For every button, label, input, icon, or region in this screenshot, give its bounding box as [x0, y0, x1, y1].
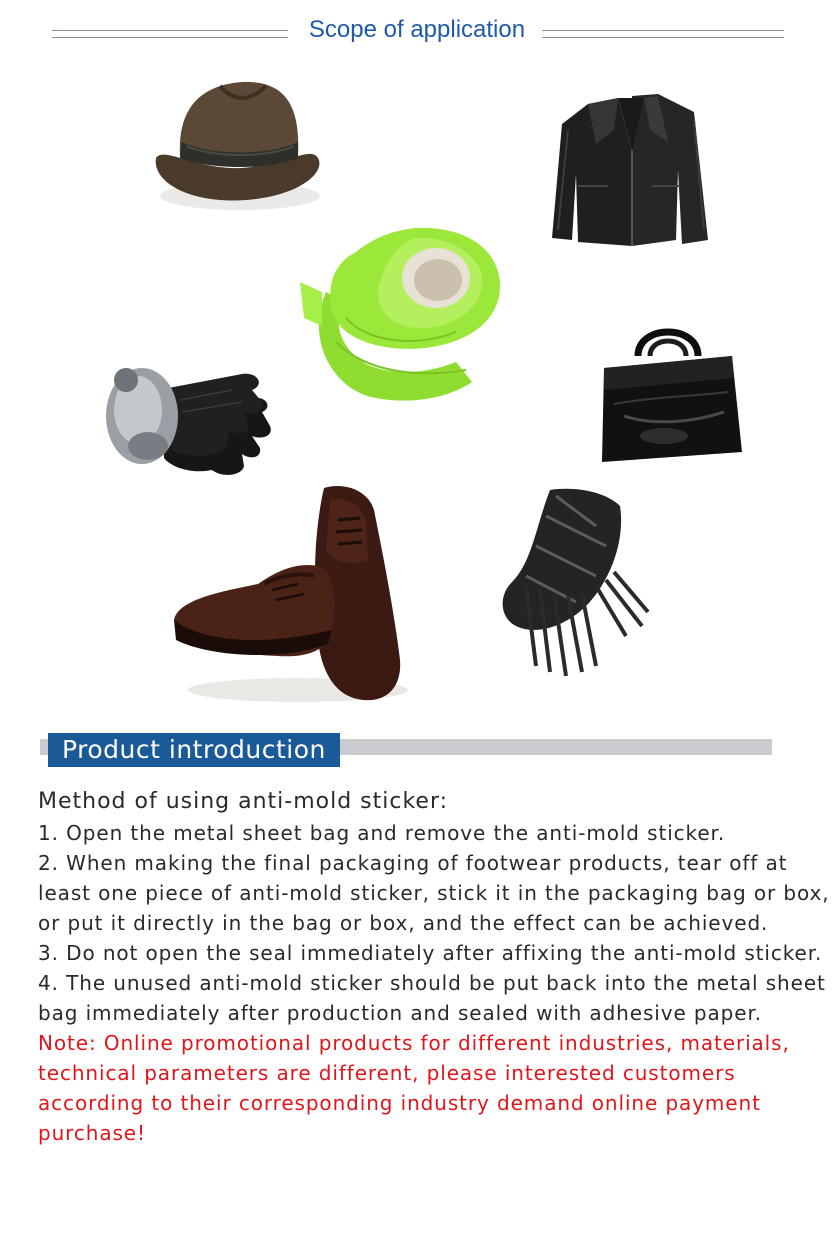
step-3: 3. Do not open the seal immediately after affixing the anti-mold sticker.	[38, 941, 823, 965]
step-4: 4. The unused anti-mold sticker should be put back into the metal sheet bag immediately after production and sealed with adhesive paper.	[38, 971, 826, 1025]
tape-roll-image	[296, 222, 510, 412]
method-title: Method of using anti-mold sticker:	[38, 789, 449, 814]
shoes-image	[168, 480, 416, 708]
note-text: Note: Online promotional products for different industries, materials, technical parameters are different, please interested customers according to their corresponding industry demand online payment purchase!	[38, 1031, 790, 1145]
intro-label-box	[48, 733, 340, 767]
intro-title: Product introduction	[62, 735, 326, 764]
jacket-image	[548, 90, 714, 250]
scope-title: Scope of application	[308, 16, 526, 43]
intro-header	[40, 733, 772, 767]
step-1: 1. Open the metal sheet bag and remove the anti-mold sticker.	[38, 821, 726, 845]
scope-header	[52, 12, 784, 54]
step-2: 2. When making the final packaging of footwear products, tear off at least one piece of anti-mold sticker, stick it in the packaging bag or box, or put it directly in the bag or box, and the effect can be achieved.	[38, 851, 830, 935]
intro-content	[38, 786, 834, 1148]
handbag-image	[594, 316, 744, 464]
gloves-image	[102, 350, 274, 482]
header-rule-right	[542, 30, 784, 38]
hat-image	[150, 72, 328, 218]
scarf-image	[496, 486, 652, 682]
header-rule-left	[52, 30, 288, 38]
